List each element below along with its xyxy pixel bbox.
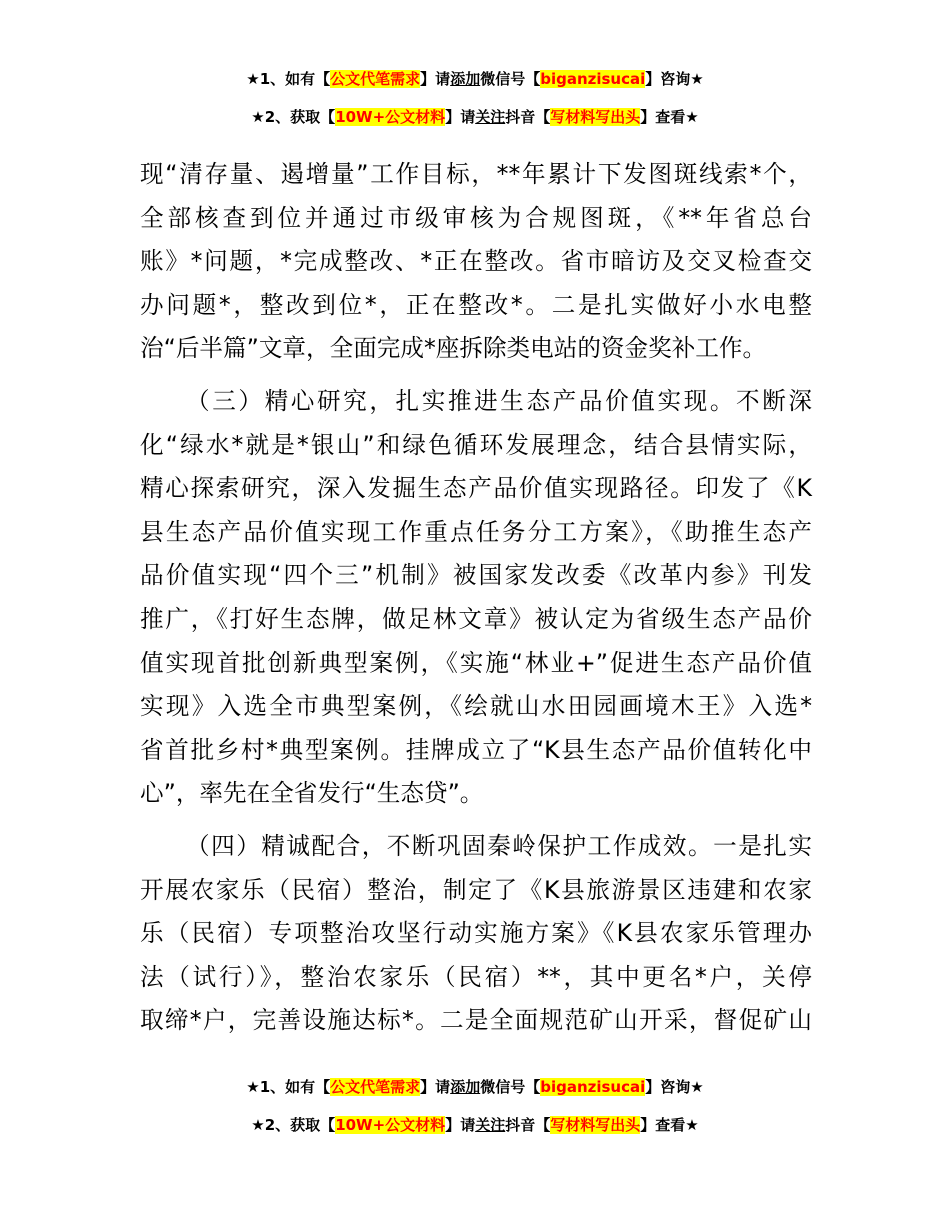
text-line: 办问题*，整改到位*，正在整改*。二是扎实做好小水电整 xyxy=(140,290,812,319)
footer-banner-line-1 xyxy=(0,1076,950,1098)
banner-underlined-text: 添加 xyxy=(450,1078,481,1096)
banner-highlight: 10W+公文材料 xyxy=(335,1116,446,1134)
banner-text: 抖音【 xyxy=(505,108,551,126)
banner-text: 微信号【 xyxy=(480,70,541,88)
banner-text: ★2、获取【 xyxy=(251,1116,336,1134)
text-line: 乐（民宿）专项整治攻坚行动实施方案》《K县农家乐管理办 xyxy=(140,919,812,948)
banner-highlight: 10W+公文材料 xyxy=(335,108,446,126)
text-line: 治“后半篇”文章，全面完成*座拆除类电站的资金奖补工作。 xyxy=(140,334,767,363)
text-line: 心”，率先在全省发行“生态贷”。 xyxy=(140,779,484,808)
banner-text: 】请 xyxy=(445,108,476,126)
text-line: 品价值实现“四个三”机制》被国家发改委《改革内参》刊发 xyxy=(140,561,812,590)
text-line: （四）精诚配合，不断巩固秦岭保护工作成效。一是扎实 xyxy=(186,831,812,860)
text-line: 省首批乡村*典型案例。挂牌成立了“K县生态产品价值转化中 xyxy=(140,735,812,764)
text-line: 法（试行）》，整治农家乐（民宿）**，其中更名*户，关停 xyxy=(140,962,812,991)
text-line: 账》*问题，*完成整改、*正在整改。省市暗访及交叉检查交 xyxy=(140,247,812,276)
header-banner-line-2 xyxy=(0,106,950,128)
banner-highlight: biganzisucai xyxy=(540,1078,646,1096)
banner-text: ★1、如有【 xyxy=(246,70,331,88)
banner-text: 】查看★ xyxy=(640,1116,699,1134)
footer-banner-line-2 xyxy=(0,1114,950,1136)
document-body xyxy=(140,153,812,1043)
banner-text: 抖音【 xyxy=(505,1116,551,1134)
text-line: 实现》入选全市典型案例，《绘就山水田园画境木王》入选* xyxy=(140,692,812,721)
text-line: 化“绿水*就是*银山”和绿色循环发展理念，结合县情实际， xyxy=(140,430,812,459)
banner-text: 】请 xyxy=(445,1116,476,1134)
banner-highlight: 公文代笔需求 xyxy=(330,70,421,88)
text-line: 取缔*户，完善设施达标*。二是全面规范矿山开采，督促矿山 xyxy=(140,1006,812,1035)
text-line: 精心探索研究，深入发掘生态产品价值实现路径。印发了《K xyxy=(140,474,812,503)
banner-highlight: 公文代笔需求 xyxy=(330,1078,421,1096)
banner-text: 】咨询★ xyxy=(645,70,704,88)
banner-text: 】查看★ xyxy=(640,108,699,126)
text-line: 值实现首批创新典型案例，《实施“林业+”促进生态产品价值 xyxy=(140,648,812,677)
paragraph-1 xyxy=(140,153,812,371)
banner-highlight: biganzisucai xyxy=(540,70,646,88)
header-banner-line-1 xyxy=(0,68,950,90)
banner-text: ★2、获取【 xyxy=(251,108,336,126)
text-line: 全部核查到位并通过市级审核为合规图斑，《**年省总台 xyxy=(140,203,812,232)
text-line: 现“清存量、遏增量”工作目标，**年累计下发图斑线索*个， xyxy=(140,160,812,188)
banner-text: ★1、如有【 xyxy=(246,1078,331,1096)
banner-text: 微信号【 xyxy=(480,1078,541,1096)
text-line: （三）精心研究，扎实推进生态产品价值实现。不断深 xyxy=(186,386,812,415)
text-line: 推广，《打好生态牌，做足林文章》被认定为省级生态产品价 xyxy=(140,604,812,633)
banner-underlined-text: 关注 xyxy=(475,108,506,126)
banner-text: 】请 xyxy=(420,1078,451,1096)
banner-underlined-text: 添加 xyxy=(450,70,481,88)
text-line: 县生态产品价值实现工作重点任务分工方案》，《助推生态产 xyxy=(140,517,812,546)
paragraph-3 xyxy=(140,825,812,1043)
banner-highlight: 写材料写出头 xyxy=(550,1116,641,1134)
banner-underlined-text: 关注 xyxy=(475,1116,506,1134)
banner-text: 】请 xyxy=(420,70,451,88)
paragraph-2 xyxy=(140,380,812,816)
banner-highlight: 写材料写出头 xyxy=(550,108,641,126)
text-line: 开展农家乐（民宿）整治，制定了《K县旅游景区违建和农家 xyxy=(140,875,812,904)
banner-text: 】咨询★ xyxy=(645,1078,704,1096)
